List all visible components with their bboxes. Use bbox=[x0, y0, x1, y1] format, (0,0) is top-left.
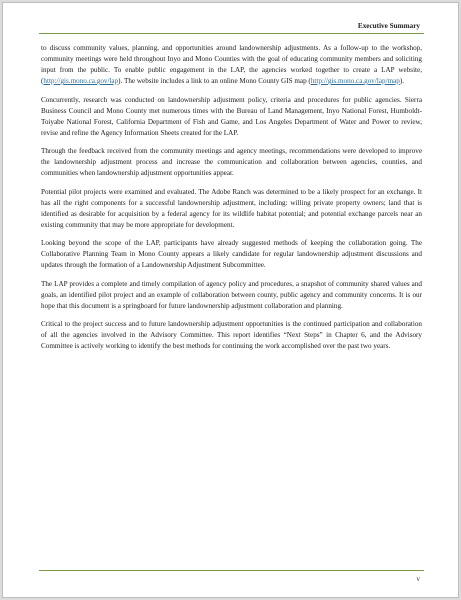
page-body bbox=[41, 43, 422, 360]
paragraph-7: Critical to the project success and to future landownership adjustment opportunities is the continued participation and collaboration of all the agencies involved in the Advisory Committee. This report identifies “Next Steps” in Chapter 6, and the Advisory Committee is actively working to identify the best methods for continuing the work accomplished over the past two years. bbox=[41, 320, 422, 350]
paragraph-2: Concurrently, research was conducted on landownership adjustment policy, criteria and procedures for public agencies. Sierra Business Council and Mono County met numerous times with the Bureau of Land Management, Inyo National Forest, Humboldt-Toiyabe National Forest, California Department of Fish and Game, and Los Angeles Department of Water and Power to review, revise and refine the Agency Information Sheets created for the LAP. bbox=[41, 95, 422, 137]
paragraph-1 bbox=[41, 43, 422, 87]
header-divider bbox=[39, 33, 424, 34]
paragraph-3: Through the feedback received from the community meetings and agency meetings, recommendations were developed to improve the landownership adjustment process and increase the communication and collaboration between agencies, counties, and communities when landownership adjustment opportunities appear. bbox=[41, 147, 422, 177]
footer-divider bbox=[39, 570, 424, 571]
paragraph-5: Looking beyond the scope of the LAP, participants have already suggested methods of keeping the collaboration going. The Collaborative Planning Team in Mono County appears a likely candidate for regular landownership adjustment discussions and updates through the formation of a Landownership Adjustment Subcommittee. bbox=[41, 239, 422, 269]
paragraph-1-text-after: ). bbox=[399, 77, 405, 85]
paragraph-1-text-middle: ). The website includes a link to an online Mono County GIS map ( bbox=[118, 77, 311, 85]
document-page bbox=[2, 2, 459, 598]
gis-map-link[interactable]: http://gis.mono.ca.gov/lap/map bbox=[310, 77, 400, 85]
lap-website-link[interactable]: http://gis.mono.ca.gov/lap bbox=[43, 77, 119, 85]
paragraph-4: Potential pilot projects were examined and evaluated. The Adobe Ranch was determined to be a likely prospect for an exchange. It has all the right components for a successful landownership adjustment, including: willing private property owners; land that is identified as desirable for acquisition by a federal agency for its wildlife habitat potential; and potential exchange parcels near an existing community that may be more appropriate for development. bbox=[41, 187, 422, 229]
paragraph-6: The LAP provides a complete and timely compilation of agency policy and procedures, a snapshot of community shared values and goals, an identified pilot project and an example of collaboration between county, public agency and community concerns. It is our hope that this document is a springboard for future landownership adjustment collaboration and planning. bbox=[41, 279, 422, 310]
paragraph-1-text-before: to discuss community values, planning, and opportunities around landownership adjustments. As a follow-up to the workshop, community meetings were held throughout Inyo and Mono Counties with the goal of educating community members and soliciting input from the public. To enable public engagement in the LAP, the agencies worked together to create a LAP website, ( bbox=[41, 44, 422, 85]
page-number: v bbox=[416, 575, 420, 583]
section-header-title: Executive Summary bbox=[357, 22, 420, 30]
